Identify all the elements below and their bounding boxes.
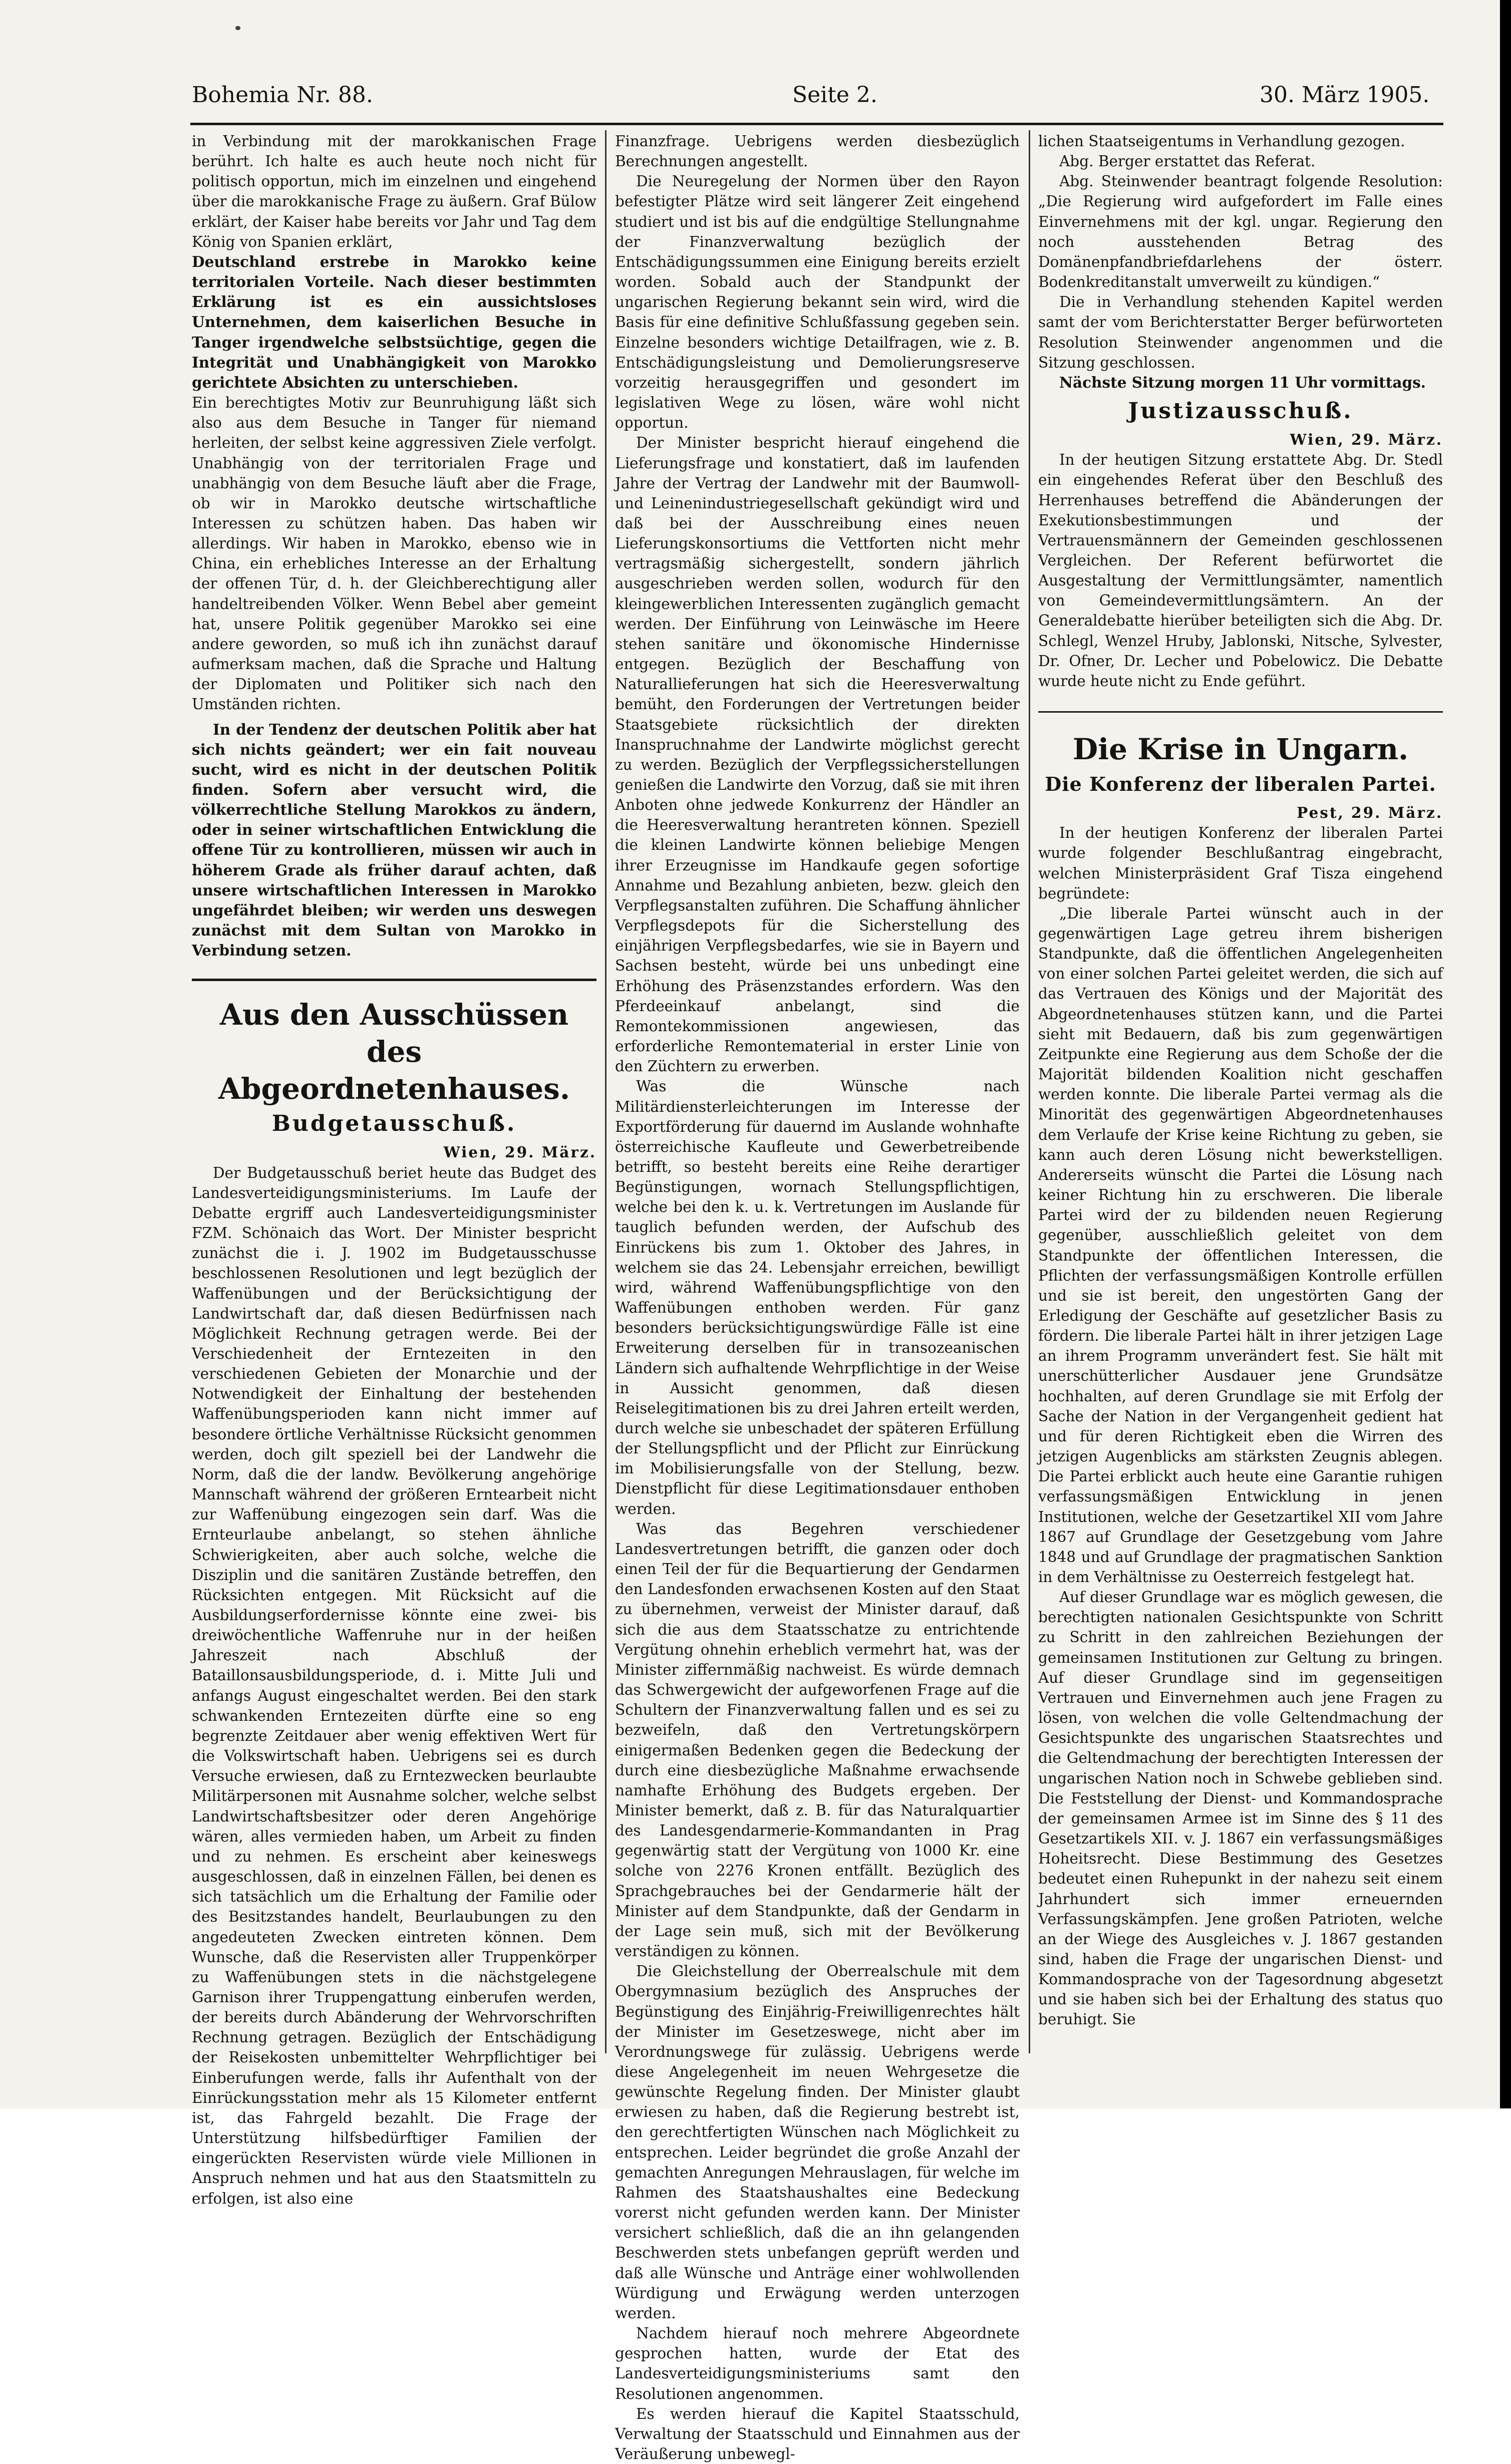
article-paragraph: Was das Begehren verschiedener Landesvertretungen betrifft, die ganzen oder doch einen Teil der für die Bequartierung der Gendarmen den Landesfonden erwachsenen Kosten auf den Staat zu übernehmen, verweist der Minister darauf, daß sich die aus dem Staatsschatze zu entrichtende Vergütung ohnehin erheblich vermehrt hat, was der Minister ziffernmäßig nachweist. Es würde demnach das Schwergewicht der aufgeworfenen Frage auf die Schultern der Finanzverwaltung fallen und es sei zu bezweifeln, daß den Vertretungskörpern einigermaßen Bedenken gegen die Bedeckung der durch eine diesbezügliche Maßnahme erwachsende namhafte Erhöhung des Budgets ergeben. Der Minister bemerkt, daß z. B. für das Naturalquartier des Landesgendarmerie-Kommandanten in Prag gegenwärtig statt der Vergütung von 1000 Kr. eine solche von 2276 Kronen entfällt. Bezüglich des Sprachgebrauches bei der Gendarmerie hält der Minister auf dem Standpunkte, daß der Gendarm in der Lage sein muß, sich mit der Bevölkerung verständigen zu können. <box>615 1520 1020 1960</box>
article-paragraph: Die in Verhandlung stehenden Kapitel werden samt der vom Berichterstatter Berger befürworteten Resolution Steinwender angenommen und die Sitzung geschlossen. <box>1038 293 1443 371</box>
section-title: Die Krise in Ungarn. <box>1072 732 1409 767</box>
section-title: Aus den Ausschüssen des Abgeordnetenhauses. <box>218 998 570 1106</box>
scan-speck <box>235 26 240 30</box>
article-paragraph: Finanzfrage. Uebrigens werden diesbezüglich Berechnungen angestellt. <box>615 133 1020 170</box>
article-paragraph: Auf dieser Grundlage war es möglich gewesen, die berechtigten nationalen Gesichtspunkte von Schritt zu Schritt in den zahlreichen Beziehungen der gemeinsamen Institutionen zur Geltung zu bringen. Auf dieser Grundlage sind im gegenseitigen Vertrauen und Einvernehmen auch jene Fragen zu lösen, von welchen die volle Geltendmachung der Gesichtspunkte des ungarischen Staatsrechtes und die Geltendmachung der berechtigten Interessen der ungarischen Nation noch in Schwebe geblieben sind. Die Feststellung der Dienst- und Kommandosprache der gemeinsamen Armee ist im Sinne des § 11 des Gesetzartikels XII. v. J. 1867 ein verfassungsmäßiges Hoheitsrecht. Diese Bestimmung des Gesetzes bedeutet einen Ruhepunkt in der nahezu seit einem Jahrhundert sich immer erneuernden Verfassungskämpfen. Jene großen Patrioten, welche an der Wiege des Ausgleiches v. J. 1867 gestanden sind, haben die Frage der ungarischen Dienst- und Kommandosprache von der Tagesordnung abgesetzt und sie haben sich bei der Erhaltung des status quo beruhigt. Sie <box>1038 1589 1443 2028</box>
article-paragraph: Nachdem hierauf noch mehrere Abgeordnete gesprochen hatten, wurde der Etat des Landesverteidigungsministeriums samt den Resolutionen angenommen. <box>615 2325 1020 2402</box>
dateline: Pest, 29. März. <box>1297 804 1443 822</box>
article-paragraph: „Die liberale Partei wünscht auch in der gegenwärtigen Lage getreu ihrem bisherigen Standpunkte, daß die öffentlichen Angelegenheiten von einer solchen Partei geleitet werden, die sich auf das Vertrauen des Königs und der Majorität des Abgeordnetenhauses stützen kann, und die Partei sieht mit Bedauern, daß bis zum gegenwärtigen Zeitpunkte eine Regierung aus dem Schoße der die Majorität bildenden Koalition nicht geschaffen werden konnte. Die liberale Partei vermag als die Minorität des gegenwärtigen Abgeordnetenhauses dem Verlaufe der Krise keine Richtung zu geben, sie kann auch deren Lösung nicht bewerkstelligen. Andererseits wünscht die Partei die Lösung nach keiner Richtung hin zu erschweren. Die liberale Partei wird der zu bildenden neuen Regierung gegenüber, ausschließlich geleitet von dem Standpunkte der öffentlichen Interessen, die Pflichten der verfassungsmäßigen Kontrolle erfüllen und sie ist bereit, den ungestörten Gang der Erledigung der Geschäfte auf gesetzlicher Basis zu fördern. Die liberale Partei hält in ihrer jetzigen Lage an ihrem Programm unverändert fest. Sie hält mit unerschütterlicher Ausdauer jene Grundsätze hochhalten, auf deren Grundlage sie mit Erfolg der Sache der Nation in der Vergangenheit gedient hat und für deren Richtigkeit eben die Wirren des jetzigen Augenblicks am stärksten Zeugnis ablegen. Die Partei erblickt auch heute eine Garantie ruhigen verfassungsmäßigen Entwicklung in jenen Institutionen, welche der Gesetzartikel XII vom Jahre 1867 auf Grundlage der Gesetzgebung vom Jahre 1848 und auf Grundlage der pragmatischen Sanktion in dem Verhältnisse zu Oesterreich festgelegt hat. <box>1038 904 1443 1586</box>
article-paragraph: Abg. Berger erstattet das Referat. <box>1059 153 1316 170</box>
header-rule <box>190 123 1443 125</box>
article-paragraph: Abg. Steinwender beantragt folgende Resolution: „Die Regierung wird aufgefordert im Falle eines Einvernehmens mit der kgl. ungar. Regierung den noch ausstehenden Betrag des Domänenpfandbriefdarlehens der österr. Bodenkreditanstalt umverweilt zu kündigen.“ <box>1038 173 1443 291</box>
scan-edge <box>1500 0 1511 2108</box>
article-paragraph: lichen Staatseigentums in Verhandlung gezogen. <box>1038 133 1405 150</box>
article-paragraph-emphasis: In der Tendenz der deutschen Politik aber hat sich nichts geändert; wer ein fait nouveau sucht, wird es nicht in der deutschen Politik finden. Sofern aber versucht wird, die völkerrechtliche Stellung Marokkos zu ändern, oder in seiner wirtschaftlichen Entwicklung die offene Tür zu kontrollieren, müssen wir auch in höherem Grade als früher darauf achten, daß unsere wirtschaftlichen Interessen in Marokko ungefährdet bleiben; wir werden uns deswegen zunächst mit dem Sultan von Marokko in Verbindung setzen. <box>192 720 596 960</box>
article-paragraph: Nächste Sitzung morgen 11 Uhr vormittags. <box>1059 373 1426 391</box>
article-paragraph: In der heutigen Konferenz der liberalen Partei wurde folgender Beschlußantrag eingebracht, welchen Ministerpräsident Graf Tisza eingehend begründete: <box>1038 824 1443 902</box>
article-paragraph: Was die Wünsche nach Militärdiensterleichterungen im Interesse der Exportförderung für dauernd im Auslande wohnhafte österreichische Kaufleute und Gewerbetreibende betrifft, so besteht bereits eine Reihe derartiger Begünstigungen, wornach Stellungspflichtigen, welche bei den k. u. k. Vertretungen im Auslande für tauglich befunden werden, der Aufschub des Einrückens bis zum 1. Oktober des Jahres, in welchem sie das 24. Lebensjahr erreichen, bewilligt wird, während Waffenübungspflichtige von den Waffenübungen enthoben werden. Für ganz besonders berücksichtigungswürdige Fälle ist eine Erweiterung derselben für in transozeanischen Ländern sich aufhaltende Wehrpflichtige in der Weise in Aussicht genommen, daß diesen Reiselegitimationen bis zu drei Jahren erteilt werden, durch welche sie unbeschadet der späteren Erfüllung der Stellungspflicht und der Pflicht zur Einrückung im Mobilisierungsfalle von der Stellung, bezw. Dienstpflicht für diese Legitimationsdauer enthoben werden. <box>615 1078 1020 1517</box>
article-paragraph-emphasis: Deutschland erstrebe in Marokko keine territorialen Vorteile. Nach dieser bestimmten Erklärung ist es ein aussichtsloses Unternehmen, dem kaiserlichen Besuche in Tanger irgendwelche selbstsüchtige, gegen die Integrität und Unabhängigkeit von Marokko gerichtete Absichten zu unterschieben. <box>192 252 596 391</box>
column-3 <box>1038 131 1443 2044</box>
section-subtitle: Justizausschuß. <box>1128 398 1353 424</box>
section-rule <box>192 979 596 981</box>
column-divider <box>1029 130 1030 2053</box>
article-paragraph: Der Minister bespricht hierauf eingehend die Lieferungsfrage und konstatiert, daß im laufenden Jahre der Vertrag der Landwehr mit der Baumwoll- und Leinenindustriegesellschaft gekündigt wird und daß bei der Ausschreibung eines neuen Lieferungskonsortiums die Vettforten nicht mehr vertragsmäßig sichergestellt, sondern jährlich ausgeschrieben werden sollen, wodurch für den kleingewerblichen Interessenten zugänglich gemacht werden. Der Einführung von Leinwäsche im Heere stehen sanitäre und ökonomische Hindernisse entgegen. Bezüglich der Beschaffung von Naturallieferungen hat sich die Heeresverwaltung bemüht, den Forderungen der Vertretungen beider Staatsgebiete rücksichtlich der direkten Inanspruchnahme der Landwirte möglichst gerecht zu werden. Bezüglich der Verpflegssicherstellungen genießen die Landwirte den Vorzug, daß sie mit ihren Anboten ohne jedwede Konkurrenz der Händler an die Heeresverwaltung herantreten können. Speziell die kleinen Landwirte können beliebige Mengen ihrer Erzeugnisse im Handkaufe gegen sofortige Annahme und Bezahlung anbieten, bezw. gleich den Verpflegsanstalten zuführen. Die Schaffung ähnlicher Verpflegsdepots für die Sicherstellung des einjährigen Verpflegsbedarfes, wie sie in Bayern und Sachsen besteht, würde bei uns unbedingt eine Erhöhung des Präsenzstandes erfordern. Was den Pferdeeinkauf anbelangt, sind die Remontekommissionen angewiesen, das erforderliche Remontematerial in erster Linie von den Züchtern zu erwerben. <box>615 434 1020 1075</box>
section-subtitle: Die Konferenz der liberalen Partei. <box>1045 773 1436 796</box>
section-rule <box>1038 711 1443 713</box>
article-paragraph: Der Budgetausschuß beriet heute das Budget des Landesverteidigungsministeriums. Im Laufe der Debatte ergriff auch Landesverteidigungsminister FZM. Schönaich das Wort. Der Minister bespricht zunächst die i. J. 1902 im Budgetausschusse beschlossenen Resolutionen und legt bezüglich der Waffenübungen und der Berücksichtigung der Landwirtschaft dar, daß diesen Bedürfnissen nach Möglichkeit Rechnung getragen werde. Bei der Verschiedenheit der Erntezeiten in den verschiedenen Gebieten der Monarchie und der Notwendigkeit der Einhaltung der bestehenden Waffenübungsperioden kann nicht immer auf besondere örtliche Verhältnisse Rücksicht genommen werden, doch gilt speziell bei der Landwehr die Norm, daß die der landw. Bevölkerung angehörige Mannschaft während der größeren Erntearbeit nicht zur Waffenübung eingezogen sein darf. Was die Ernteurlaube anbelangt, so stehen ähnliche Schwierigkeiten, aber auch solche, welche die Disziplin und die sanitären Zustände betreffen, den Rücksichten entgegen. Mit Rücksicht auf die Ausbildungserfordernisse könnte eine zwei- bis dreiwöchentliche Waffenruhe nur in der heißen Jahreszeit nach Abschluß der Bataillonsausbildungsperiode, d. i. Mitte Juli und anfangs August eingeschaltet werden. Bei den stark schwankenden Erntezeiten dürfte eine so eng begrenzte Zeitdauer aber wenig effektiven Wert für die Volkswirtschaft haben. Uebrigens sei es durch Versuche erwiesen, daß zu Erntezwecken beurlaubte Militärpersonen mit Ausnahme solcher, welche selbst Landwirtschaftsbesitzer oder deren Angehörige wären, alles vermieden haben, um Arbeit zu finden und zu nehmen. Es erscheint aber keineswegs ausgeschlossen, daß in einzelnen Fällen, bei denen es sich tatsächlich um die Erhaltung der Familie oder des Besitzstandes handelt, Beurlaubungen zu den angedeuteten Zwecken eintreten können. Dem Wunsche, daß die Reservisten aller Truppenkörper zu Waffenübungen stets in die nächstgelegene Garnison ihrer Truppengattung einberufen werden, der bereits durch Abänderung der Wehrvorschriften Rechnung getragen. Bezüglich der Entschädigung der Reisekosten unbemittelter Wehrpflichtiger bei Einberufungen werde, falls ihr Aufenthalt von der Einrückungsstation mehr als 15 Kilometer entfernt ist, das Fahrgeld bezahlt. Die Frage der Unterstützung hilfsbedürftiger Familien der eingerückten Reservisten würde viele Millionen in Anspruch nehmen und hat aus den Staatsmitteln zu erfolgen, ist also eine <box>192 1164 596 2207</box>
column-2 <box>615 131 1020 2462</box>
article-paragraph: Die Neuregelung der Normen über den Rayon befestigter Plätze wird seit längerer Zeit eingehend studiert und ist bis auf die endgültige Stellungnahme der Finanzverwaltung bezüglich der Entschädigungssummen eine Einigung bereits erzielt worden. Sobald auch der Standpunkt der ungarischen Regierung bekannt sein wird, wird die Basis für eine definitive Schlußfassung gegeben sein. Einzelne besonders wichtige Detailfragen, wie z. B. Entschädigungsleistung und Demolierungsreserve vorzeitig herausgegriffen und gesondert im legislativen Wege zu lösen, wäre wohl nicht opportun. <box>615 173 1020 432</box>
dateline: Wien, 29. März. <box>443 1143 596 1161</box>
masthead-page-number: Seite 2. <box>792 82 877 108</box>
column-divider <box>605 130 607 2053</box>
article-paragraph: in Verbindung mit der marokkanischen Frage berührt. Ich halte es auch heute noch nicht für politisch opportun, mich im einzelnen und eingehend über die marokkanische Frage zu äußern. Graf Bülow erklärt, der Kaiser habe bereits vor Jahr und Tag dem König von Spanien erklärt, <box>192 133 596 250</box>
article-paragraph: Ein berechtigtes Motiv zur Beunruhigung läßt sich also aus dem Besuche in Tanger für niemand herleiten, der selbst keine aggressiven Ziele verfolgt. Unabhängig von der territorialen Frage und unabhängig von dem Besuche läuft aber die Frage, ob wir in Marokko deutsche wirtschaftliche Interessen zu schützen haben. Das haben wir allerdings. Wir haben in Marokko, ebenso wie in China, ein erhebliches Interesse an der Erhaltung der offenen Tür, d. h. der Gleichberechtigung aller handeltreibenden Völker. Wenn Bebel aber gemeint hat, unsere Politik gegenüber Marokko sei eine andere geworden, so muß ich ihn zunächst darauf aufmerksam machen, daß die Sprache und Haltung der Diplomaten und Politiker sich nach den Umständen richten. <box>192 394 596 713</box>
article-paragraph: In der heutigen Sitzung erstattete Abg. Dr. Stedl ein eingehendes Referat über den Beschluß des Herrenhauses betreffend die Abänderungen der Exekutionsbestimmungen und der Vertrauensmännern der Gemeinden geschlossenen Vergleichen. Der Referent befürwortet die Ausgestaltung der Vermittlungsämter, namentlich von Gemeindevermittlungsämtern. An der Generaldebatte hierüber beteiligten sich die Abg. Dr. Schlegl, Wenzel Hruby, Jablonski, Nitsche, Sylvester, Dr. Ofner, Dr. Lecher und Pobelowicz. Die Debatte wurde heute nicht zu Ende geführt. <box>1038 451 1443 690</box>
dateline: Wien, 29. März. <box>1290 431 1443 449</box>
masthead-issue: Bohemia Nr. 88. <box>192 82 373 108</box>
section-subtitle: Budgetausschuß. <box>271 1111 517 1137</box>
article-paragraph: Die Gleichstellung der Oberrealschule mit dem Obergymnasium bezüglich des Anspruches der Begünstigung des Einjährig-Freiwilligenrechtes hält der Minister im Gesetzeswege, nicht aber im Verordnungswege für zulässig. Uebrigens werde diese Angelegenheit im neuen Wehrgesetze die gewünschte Regelung finden. Der Minister glaubt erwiesen zu haben, daß die Regierung bestrebt ist, den gerechtfertigten Wünschen nach Möglichkeit zu entsprechen. Leider begründet die große Anzahl der gemachten Anregungen Mehrauslagen, für welche im Rahmen des Staatshaushaltes eine Bedeckung vorerst nicht gefunden werden kann. Der Minister versichert schließlich, daß die an ihn gelangenden Beschwerden stets unbefangen geprüft werden und daß alle Wünsche und Anträge einer wohlwollenden Würdigung und Erwägung werden unterzogen werden. <box>615 1963 1020 2322</box>
column-1 <box>192 131 596 2207</box>
article-paragraph: Es werden hierauf die Kapitel Staatsschuld, Verwaltung der Staatsschuld und Einnahmen aus der Veräußerung unbewegl- <box>615 2405 1020 2462</box>
masthead-date: 30. März 1905. <box>1260 82 1430 108</box>
